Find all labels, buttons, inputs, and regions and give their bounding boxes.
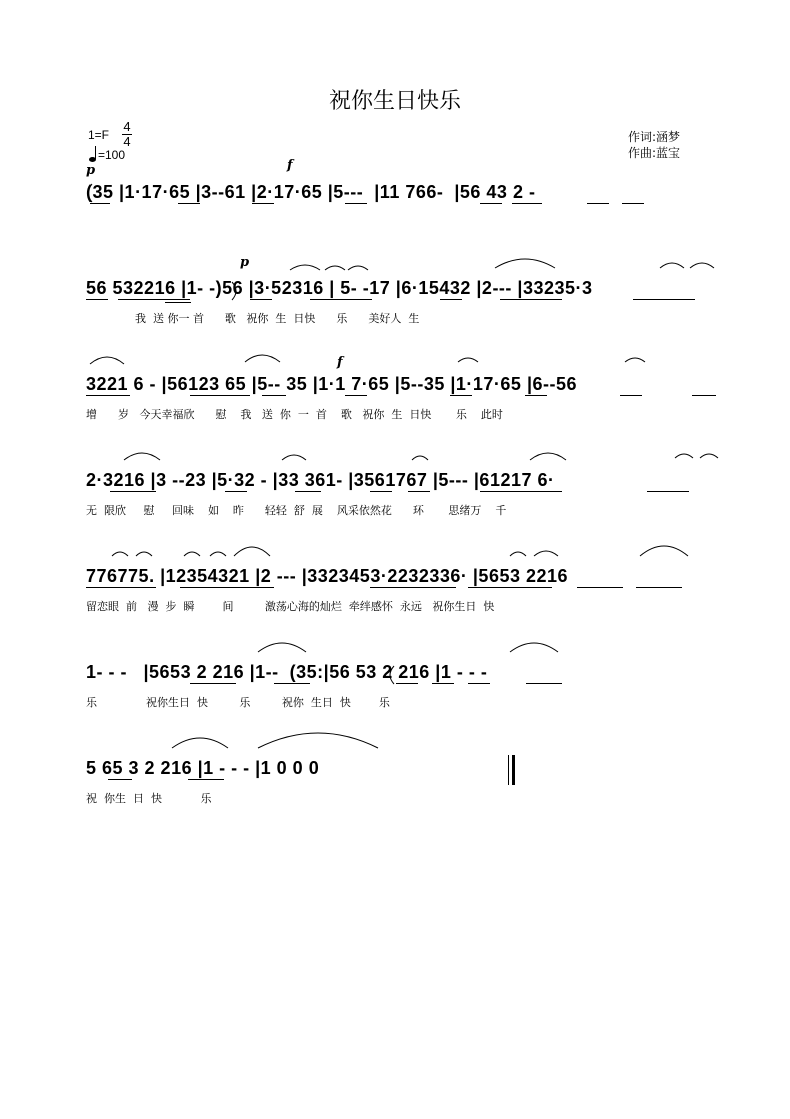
dynamic-mark: p — [240, 255, 250, 270]
slur — [412, 456, 428, 460]
slur — [510, 643, 558, 652]
slur — [325, 266, 345, 270]
slur — [625, 358, 645, 362]
slur — [348, 266, 368, 270]
slur — [112, 552, 128, 556]
slur — [282, 455, 306, 460]
notes: (35 |1·17·65 |3--61 |2·17·65 |5--- |11 766- |56 43 2 - — [86, 182, 536, 202]
slur — [234, 547, 270, 556]
slur — [172, 738, 228, 748]
slur — [90, 357, 124, 364]
time-signature-bottom: 4 — [123, 134, 131, 149]
slur — [675, 454, 693, 458]
composer-credit: 作曲:蓝宝 — [628, 146, 681, 160]
slur — [245, 355, 280, 362]
slur — [534, 551, 558, 556]
lyrics: 无 限欣 慰 回味 如 昨 轻轻 舒 展 风采依然花 环 思绪万 千 — [86, 504, 507, 517]
lyricist-credit: 作词:涵梦 — [628, 130, 681, 144]
dynamic-mark: f — [337, 355, 343, 370]
key-signature: 1=F — [88, 128, 110, 142]
slur — [124, 453, 160, 460]
slur — [700, 454, 718, 458]
notes: 56 532216 |1- -)56 |3·52316 | 5- -17 |6·15432 |2--- |33235·3 — [86, 278, 593, 298]
dynamic-mark: f — [287, 158, 293, 173]
slur — [290, 265, 320, 270]
slur — [640, 546, 688, 556]
tempo-value: =100 — [98, 148, 126, 162]
slur — [510, 552, 526, 556]
lyrics: 增 岁 今天幸福欣 慰 我 送 你 一 首 歌 祝你 生 日快 乐 此时 — [86, 408, 503, 421]
slur — [530, 453, 566, 460]
lyrics: 乐 祝你生日 快 乐 祝你 生日 快 乐 — [86, 696, 390, 709]
slur — [210, 552, 226, 556]
lyrics: 留恋眼 前 漫 步 瞬 间 激荡心海的灿烂 牵绊感怀 永远 祝你生日 快 — [86, 600, 495, 613]
time-signature-top: 4 — [123, 119, 131, 134]
notes: 3221 6 - |56123 65 |5-- 35 |1·1 7·65 |5--35 |1·17·65 |6--56 — [86, 374, 577, 394]
slur — [258, 733, 378, 748]
slur — [258, 643, 306, 652]
notes: 5 65 3 2 216 |1 - - - |1 0 0 0 — [86, 758, 320, 778]
slur — [458, 358, 478, 362]
repeat-paren — [88, 184, 92, 202]
slur — [495, 259, 555, 268]
notes: 776775. |12354321 |2 --- |3323453·2232336· |5653 2216 — [86, 566, 569, 586]
repeat-paren — [232, 282, 236, 300]
dynamic-mark: p — [86, 163, 96, 178]
slur — [184, 552, 200, 556]
song-title: 祝你生日快乐 — [328, 89, 461, 114]
slur — [136, 552, 152, 556]
slur — [660, 263, 684, 268]
notes: 2·3216 |3 --23 |5·32 - |33 361- |3561767 |5--- |61217 6· — [86, 470, 555, 490]
slur — [690, 263, 714, 268]
notes: 1- - - |5653 2 216 |1-- (35:|56 53 2 216 |1 - - - — [86, 662, 488, 682]
lyrics: 祝 你生 日 快 乐 — [86, 792, 212, 805]
repeat-paren — [390, 666, 394, 684]
lyrics: 我 送 你一 首 歌 祝你 生 日快 乐 美好人 生 — [86, 312, 420, 325]
